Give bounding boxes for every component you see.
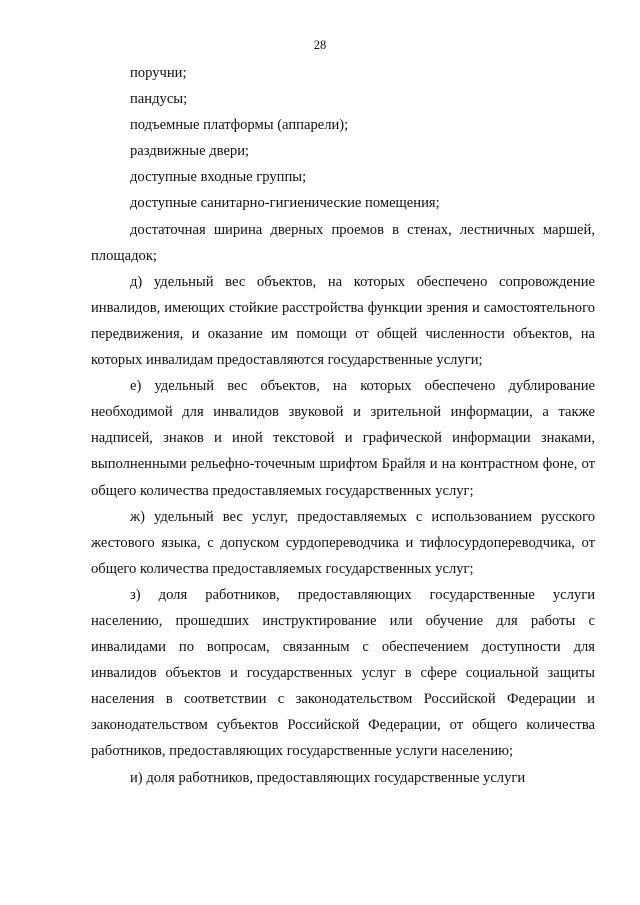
list-item-sanitary-rooms: доступные санитарно-гигиенические помещения;: [130, 195, 440, 212]
list-item-ramps: пандусы;: [130, 91, 188, 108]
list-item-lifting-platforms: подъемные платформы (аппарели);: [130, 117, 349, 134]
list-item-doorway-width: достаточная ширина дверных проемов в стенах, лестничных маршей, площадок;: [91, 221, 595, 264]
paragraph-zh: ж) удельный вес услуг, предоставляемых с использованием русского жестового языка, с допуском сурдопереводчика и тифлосурдопереводчика, от общего количества предоставляемых государственных услуг;: [91, 508, 595, 577]
paragraph-z: з) доля работников, предоставляющих государственные услуги населению, прошедших инструктирование или обучение для работы с инвалидами по вопросам, связанным с обеспечением доступности для инвалидов объектов и государственных услуг в сфере социальной защиты населения в соответствии с законодательством Российской Федерации и законодательством субъектов Российской Федерации, от общего количества работников, предоставляющих государственные услуги населению;: [91, 586, 595, 760]
paragraph-d: д) удельный вес объектов, на которых обеспечено сопровождение инвалидов, имеющих стойкие расстройства функции зрения и самостоятельного передвижения, и оказание им помощи от общей численности объектов, на которых инвалидам предоставляются государственные услуги;: [91, 273, 595, 369]
list-item-handrails: поручни;: [130, 65, 187, 81]
page-number: 28: [313, 38, 327, 52]
list-item-entrance-groups: доступные входные группы;: [130, 169, 307, 186]
list-item-sliding-doors: раздвижные двери;: [130, 143, 250, 160]
document-body: [91, 60, 595, 791]
paragraph-i: и) доля работников, предоставляющих государственные услуги: [130, 769, 526, 786]
paragraph-e: е) удельный вес объектов, на которых обеспечено дублирование необходимой для инвалидов звуковой и зрительной информации, а также надписей, знаков и иной текстовой и графической информации знаками, выполненными рельефно-точечным шрифтом Брайля и на контрастном фоне, от общего количества предоставляемых государственных услуг;: [91, 378, 595, 499]
